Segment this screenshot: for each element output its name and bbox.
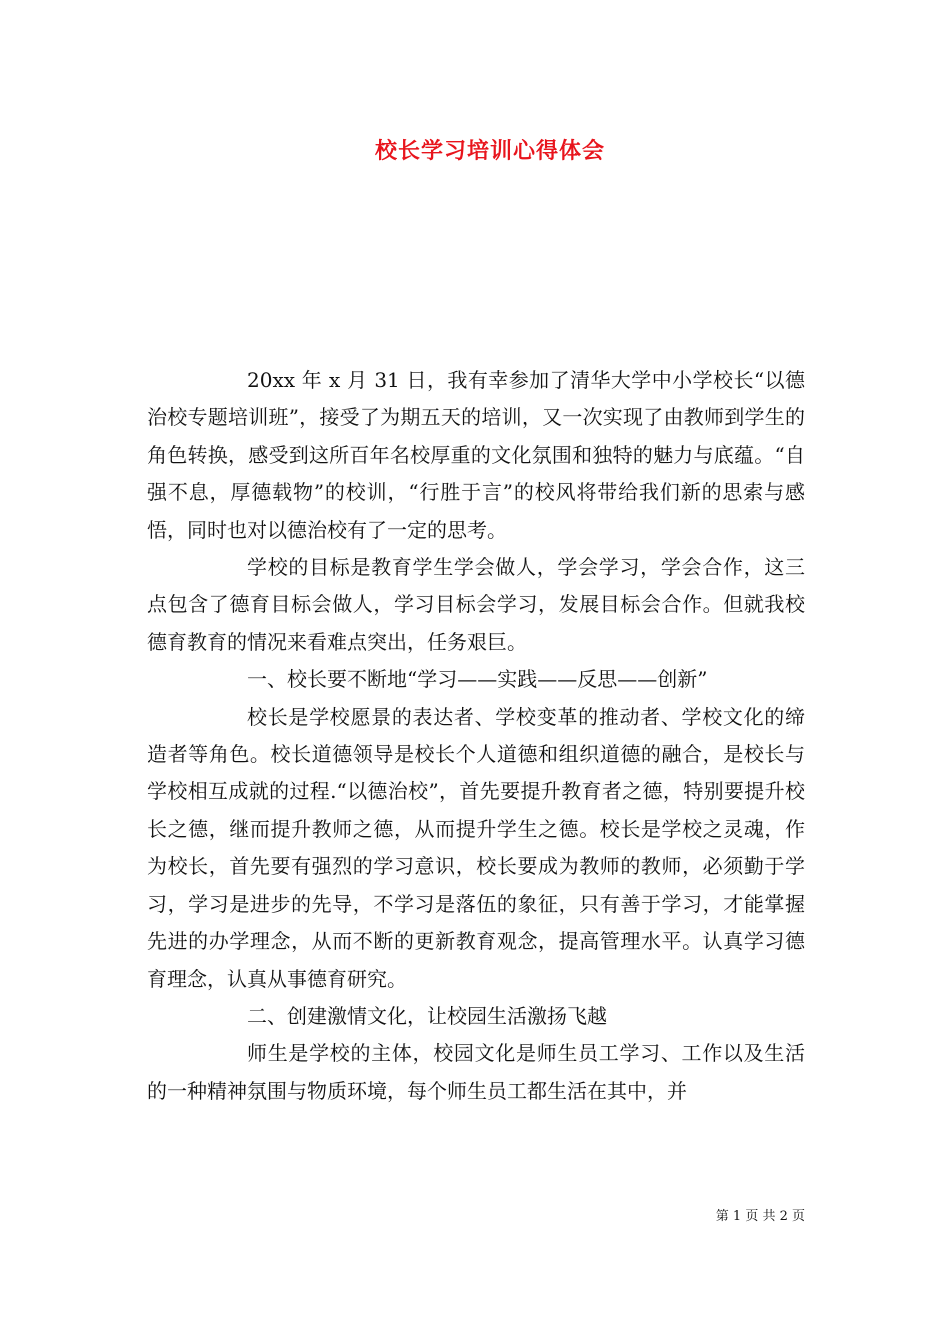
paragraph-goals: 学校的目标是教育学生学会做人，学会学习，学会合作，这三点包含了德育目标会做人，学习目标会学习，发展目标会合作。但就我校德育教育的情况来看难点突出，任务艰巨。 — [147, 555, 805, 654]
paragraph-intro: 20xx 年 x 月 31 日，我有幸参加了清华大学中小学校长“以德治校专题培训班”，接受了为期五天的培训，又一次实现了由教师到学生的角色转换，感受到这所百年名校厚重的文化氛围和独特的魅力与底蕴。“自强不息，厚德载物”的校训，“行胜于言”的校风将带给我们新的思索与感悟，同时也对以德治校有了一定的思考。 — [147, 368, 805, 542]
section-heading-1: 一、校长要不断地“学习——实践——反思——创新” — [247, 667, 708, 692]
page-number-footer: 第 1 页 共 2 页 — [715, 1209, 805, 1224]
paragraph-campus-culture: 师生是学校的主体，校园文化是师生员工学习、工作以及生活的一种精神氛围与物质环境，每个师生员工都生活在其中，并 — [147, 1041, 805, 1103]
paragraph-principal-role: 校长是学校愿景的表达者、学校变革的推动者、学校文化的缔造者等角色。校长道德领导是校长个人道德和组织道德的融合，是校长与学校相互成就的过程.“以德治校”，首先要提升教育者之德，特别要提升校长之德，继而提升教师之德，从而提升学生之德。校长是学校之灵魂，作为校长，首先要有强烈的学习意识，校长要成为教师的教师，必须勤于学习，学习是进步的先导，不学习是落伍的象征，只有善于学习，才能掌握先进的办学理念，从而不断的更新教育观念，提高管理水平。认真学习德育理念，认真从事德育研究。 — [147, 704, 805, 991]
document-body — [147, 362, 805, 1110]
document-title: 校长学习培训心得体会 — [374, 138, 605, 164]
section-heading-2: 二、创建激情文化，让校园生活激扬飞越 — [247, 1003, 607, 1028]
